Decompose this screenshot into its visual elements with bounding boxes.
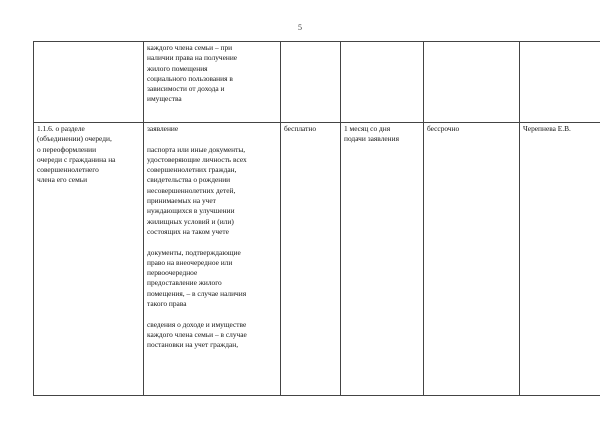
- service-cell: 1.1.6. о разделе (объединении) очереди, о переоформлении очереди с гражданина на совершеннолетнего члена его семьи: [34, 123, 144, 396]
- fee-cell: бесплатно: [281, 123, 341, 396]
- documents-cell: каждого члена семьи – при наличии права на получение жилого помещения социального пользования в зависимости от дохода и имущества: [144, 42, 281, 123]
- document-item: сведения о доходе и имуществе каждого члена семьи – в случае постановки на учет граждан,: [147, 319, 247, 350]
- page-number: 5: [298, 23, 302, 32]
- document-item: паспорта или иные документы, удостоверяющие личность всех совершеннолетних граждан, свидетельства о рождении несовершеннолетних детей, принимаемых на учет нуждающихся в улучшении жилищных условий и (или) состоящих на таком учете: [147, 144, 247, 236]
- responsible-cell: Черепнева Е.В.: [520, 123, 600, 396]
- documents-cell: [144, 123, 281, 396]
- document-item: документы, подтверждающие право на внеочередное или первоочередное предоставление жилого помещения, – в случае наличия такого права: [147, 247, 247, 309]
- term-cell: [341, 42, 424, 123]
- table-row: [34, 42, 600, 123]
- service-cell: [34, 42, 144, 123]
- responsible-cell: [520, 42, 600, 123]
- term-cell: 1 месяц со дня подачи заявления: [341, 123, 424, 396]
- fee-cell: [281, 42, 341, 123]
- document-item: заявление: [147, 124, 179, 133]
- validity-cell: [424, 42, 520, 123]
- validity-cell: бессрочно: [424, 123, 520, 396]
- table-row: [34, 123, 600, 396]
- procedures-table: [33, 41, 600, 396]
